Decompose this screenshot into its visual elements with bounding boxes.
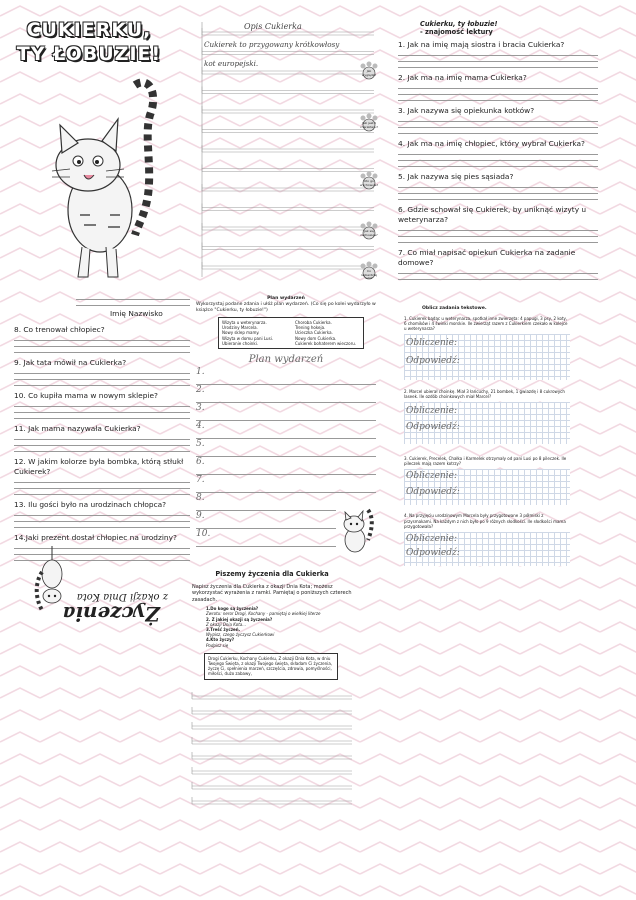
- lektura-section: [398, 20, 598, 280]
- lektura-title: Cukierku, ty łobuzie!: [420, 20, 498, 28]
- paw-label: Co najbardziej lubi?: [360, 269, 378, 281]
- left-question-12: 12. W jakim kolorze była bombka, którą stłukł Cukierek?: [14, 457, 190, 495]
- plan-col-1: Wizyta u weterynarza. Urodziny Marcela. Nowy sklep mamy. Wizyta w domu pani Lusi. Ubieranie choinki.: [222, 320, 274, 346]
- page-title: [14, 18, 164, 66]
- lektura-question-2: 2. Jak ma na imię mama Cukierka?: [398, 73, 598, 101]
- opis-line-2: kot europejski.: [204, 59, 259, 68]
- paw-2: [358, 112, 380, 138]
- task-3-grid: Obliczenie: Odpowiedź:: [404, 469, 570, 505]
- cat-illustration: [40, 75, 165, 285]
- zyczenia-box: Drogi Cukierku, Kochany Cukierku, Z okazji Dnia Kota, w dniu Twojego Święta, z okazji Twojego święta, składam Ci życzenia, życzę Ci, spełnienia marzeń, szczęścia, zdrowia, pomyślności, miłości, dużo zabawy,: [204, 653, 338, 680]
- opis-title: Opis Cukierka: [244, 22, 302, 31]
- plan-box: [218, 317, 364, 349]
- task-4-grid: Obliczenie: Odpowiedź:: [404, 532, 570, 566]
- paw-label: Kto go wychowuje?: [360, 179, 379, 187]
- task-4: 4. Na przyjęciu urodzinowym Marcela były przygotowane 3 półmiski z przysmakami. Na każdym z nich było po 9 różnych słodkości. Ile słodkości mama przygotowała? Obliczenie: Odpowiedź:: [404, 513, 570, 566]
- zyczenia-section: [192, 570, 352, 680]
- title-line-2: TY ŁOBUZIE!: [16, 43, 162, 65]
- paw-4: [358, 220, 380, 246]
- left-question-13: 13. Ilu gości było na urodzinach chłopca?: [14, 500, 190, 528]
- paw-1: [358, 60, 380, 86]
- task-1: 1. Cukierek bądąc u weterynarza, spotkał inne zwierzęta: 4 papugi, 3 psy, 2 koty, 6 chomików i 4 świnki morskie. Ile zwierząt razem z Cukierkiem czekało w kolejce u weterynarza? Obliczenie: Odpowiedź:: [404, 316, 570, 380]
- task-1-grid: Obliczenie: Odpowiedź:: [404, 334, 570, 380]
- plan-cat-icon: [338, 506, 376, 554]
- lektura-question-3: 3. Jak nazywa się opiekunka kotków?: [398, 106, 598, 134]
- left-questions: [14, 294, 190, 561]
- opis-line-1: Cukierek to przygowany krótkowłosy: [204, 40, 340, 49]
- task-2: 2. Marcel ubierał choinkę. Miał 3 łańcuchy, 21 bombek, 1 gwiazdę i 8 cukrowych laseek. Ile ozdób choinkowych miał Marcel? Obliczenie: Odpowiedź:: [404, 389, 570, 444]
- title-line-1: CUKIERKU,: [26, 19, 152, 41]
- paw-5: [358, 260, 380, 286]
- task-2-grid: Obliczenie: Odpowiedź:: [404, 402, 570, 444]
- plan-instruction: Wykorzystaj podane zdania i ułóż plan wydarzeń. (Co się po kolei wydarzyło w książce "Cukierku, ty łobuzie!"): [196, 302, 376, 313]
- paw-3: [358, 170, 380, 196]
- lektura-question-4: 4. Jak ma na imię chłopiec, który wybrał Cukierka?: [398, 139, 598, 167]
- lektura-subtitle: - znajomość lektury: [420, 28, 493, 36]
- banner-line-1: Życzenia: [62, 602, 160, 626]
- zadania-title: Oblicz zadania tekstowe.: [422, 306, 487, 311]
- paw-label: Jak wygląda?: [361, 69, 377, 77]
- left-question-9: 9. Jak tata mówił na Cukierka?: [14, 358, 190, 386]
- zadania-section: [404, 306, 570, 566]
- hanging-cat-icon: [28, 544, 76, 616]
- left-question-11: 11. Jak mama nazywała Cukierka?: [14, 424, 190, 452]
- plan-title: Plan wydarzeń: [267, 296, 305, 301]
- plan-col-2: Choroba Cukierka. Trening hokeja. Ucieczka Cukierka. Nowy dom Cukierka. Cukierek bohaterem wieczoru.: [295, 320, 357, 346]
- lektura-question-6: 6. Gdzie schował się Cukierek, by uniknąć wizyty u weterynarza?: [398, 205, 598, 243]
- lektura-question-5: 5. Jak nazywa się pies sąsiada?: [398, 172, 598, 200]
- paw-label: Jaki jest z charakteru?: [360, 121, 378, 129]
- paw-label: Jak się zachowuje?: [360, 229, 378, 237]
- zyczenia-writing-lines: [188, 690, 354, 810]
- left-question-10: 10. Co kupiła mama w nowym sklepie?: [14, 391, 190, 419]
- left-question-8: 8. Co trenował chłopiec?: [14, 325, 190, 353]
- opis-writing-lines: [198, 22, 378, 280]
- name-label: Imię Nazwisko: [110, 309, 163, 318]
- zyczenia-title: Piszemy życzenia dla Cukierka: [215, 570, 329, 578]
- lektura-question-7: 7. Co miał napisać opiekun Cukierka na zadanie domowe?: [398, 248, 598, 280]
- zyczenia-rules: 1.Do kogo są życzenia? Zwrotu: neror Drogi, Kochany - pamiętaj o wielkiej literze 2. Z jakiej okazji są życzenia? Z okazji Dnia Kota... 3.Treść życzeń. Wypisz, czego życzysz Cukierkowi 4.Kto życzy? Podpisz się: [206, 606, 321, 648]
- lektura-question-1: 1. Jak na imię mają siostra i bracia Cukierka?: [398, 40, 598, 68]
- plan-lines: 1. 2. 3. 4. 5. 6. 7. 8. 9. 10.: [196, 367, 376, 547]
- zyczenia-instruction: Napisz życzenia dla Cukierka z okazji Dnia Kota; możesz wykorzystać wyrażenia z ramki. Pamiętaj o poniższych czterech zasadach.: [192, 584, 352, 603]
- banner-line-2: z okazji Dnia Kota: [76, 591, 168, 602]
- left-question-14: 14.Jaki prezent dostał chłopiec na urodziny?: [14, 533, 190, 561]
- task-3: 3. Cukierek, Precelek, Chałka i Karmelek otrzymały od pani Lusi po 8 pileczek. Ile pileczek mają razem kotrzy? Obliczenie: Odpowiedź:: [404, 456, 570, 505]
- plan-heading: Plan wydarzeń: [248, 354, 324, 366]
